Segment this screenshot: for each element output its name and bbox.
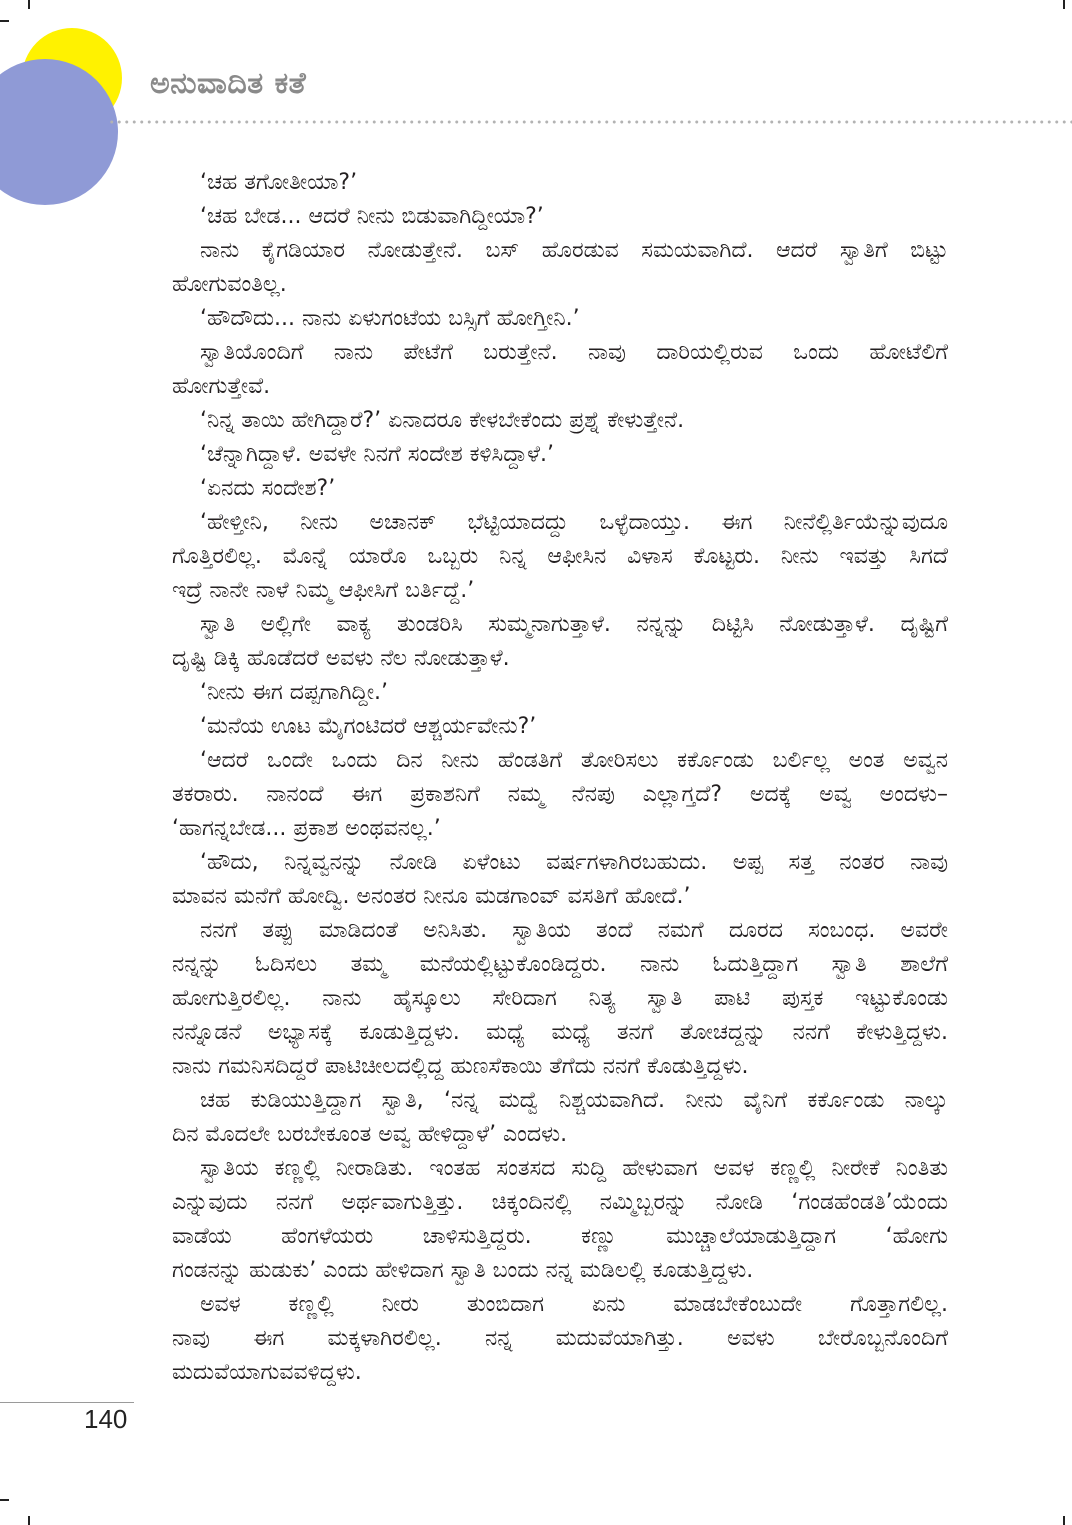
header-divider [108, 120, 1072, 124]
text-line: ಸ್ವಾತಿಯ ಕಣ್ಣಲ್ಲಿ ನೀರಾಡಿತು. ಇಂತಹ ಸಂತಸದ ಸುದ್ದಿ ಹೇಳುವಾಗ ಅವಳ ಕಣ್ಣಲ್ಲಿ ನೀರೇಕೆ ನಿಂತಿತು [200, 1156, 948, 1181]
text-line: ಚಹ ಕುಡಿಯುತ್ತಿದ್ದಾಗ ಸ್ವಾತಿ, ‘ನನ್ನ ಮದ್ವೆ ನಿಶ್ಚಯವಾಗಿದೆ. ನೀನು ವೈನಿಗೆ ಕರ್ಕೊಂಡು ನಾಲ್ಕು [200, 1088, 948, 1113]
text-line: ನಾವು ಈಗ ಮಕ್ಕಳಾಗಿರಲಿಲ್ಲ. ನನ್ನ ಮದುವೆಯಾಗಿತ್ತು. ಅವಳು ಬೇರೊಬ್ಬನೊಂದಿಗೆ [172, 1326, 948, 1351]
text-line: ‘ಚಹ ಬೇಡ... ಆದರೆ ನೀನು ಬಿಡುವಾಗಿದ್ದೀಯಾ?’ [200, 204, 544, 229]
text-line: ಹೋಗುತ್ತೇವೆ. [172, 374, 271, 399]
text-line: ‘ಆದರೆ ಒಂದೇ ಒಂದು ದಿನ ನೀನು ಹೆಂಡತಿಗೆ ತೋರಿಸಲು ಕರ್ಕೊಂಡು ಬರ್ಲಿಲ್ಲ ಅಂತ ಅವ್ವನ [200, 748, 948, 773]
footer-divider [0, 1402, 134, 1403]
paragraph [172, 1084, 948, 1152]
paragraph [172, 676, 948, 710]
text-line: ಸ್ವಾತಿಯೊಂದಿಗೆ ನಾನು ಪೇಟೆಗೆ ಬರುತ್ತೇನೆ. ನಾವು ದಾರಿಯಲ್ಲಿರುವ ಒಂದು ಹೋಟೆಲಿಗೆ [200, 340, 948, 365]
page-number: 140 [84, 1404, 128, 1434]
text-line: ಗಂಡನನ್ನು ಹುಡುಕು’ ಎಂದು ಹೇಳಿದಾಗ ಸ್ವಾತಿ ಬಂದು ನನ್ನ ಮಡಿಲಲ್ಲಿ ಕೂಡುತ್ತಿದ್ದಳು. [172, 1258, 754, 1283]
paragraph [172, 472, 948, 506]
crop-mark [0, 20, 9, 22]
crop-mark [28, 0, 30, 9]
paragraph [172, 438, 948, 472]
text-line: ‘ಮನೆಯ ಊಟ ಮೈಗಂಟಿದರೆ ಆಶ್ಚರ್ಯವೇನು?’ [200, 714, 537, 739]
text-line: ಮದುವೆಯಾಗುವವಳಿದ್ದಳು. [172, 1360, 362, 1385]
text-line: ‘ಹಾಗನ್ನಬೇಡ... ಪ್ರಕಾಶ ಅಂಥವನಲ್ಲ.’ [172, 816, 441, 841]
text-line: ಹೋಗುವಂತಿಲ್ಲ. [172, 272, 287, 297]
paragraph [172, 234, 948, 302]
text-line: ‘ಹೌದು, ನಿನ್ನವ್ವನನ್ನು ನೋಡಿ ಏಳೆಂಟು ವರ್ಷಗಳಾಗಿರಬಹುದು. ಅಪ್ಪ ಸತ್ತ ನಂತರ ನಾವು [200, 850, 948, 875]
text-line: ಅವಳ ಕಣ್ಣಲ್ಲಿ ನೀರು ತುಂಬಿದಾಗ ಏನು ಮಾಡಬೇಕೆಂಬುದೇ ಗೊತ್ತಾಗಲಿಲ್ಲ. [200, 1292, 948, 1317]
crop-mark [28, 1516, 30, 1525]
paragraph [172, 846, 948, 914]
text-line: ಸ್ವಾತಿ ಅಲ್ಲಿಗೇ ವಾಕ್ಯ ತುಂಡರಿಸಿ ಸುಮ್ಮನಾಗುತ್ತಾಳೆ. ನನ್ನನ್ನು ದಿಟ್ಟಿಸಿ ನೋಡುತ್ತಾಳೆ. ದೃಷ್ಟಿಗೆ [200, 612, 948, 637]
text-line: ‘ಏನದು ಸಂದೇಶ?’ [200, 476, 336, 501]
paragraph [172, 302, 948, 336]
text-line: ‘ಹೇಳ್ತೀನಿ, ನೀನು ಅಚಾನಕ್ ಭೆಟ್ಟಿಯಾದದ್ದು ಒಳ್ಳೆದಾಯ್ತು. ಈಗ ನೀನೆಲ್ಲಿರ್ತಿಯೆನ್ನುವುದೂ [200, 510, 948, 535]
paragraph [172, 608, 948, 676]
text-line: ನನಗೆ ತಪ್ಪು ಮಾಡಿದಂತೆ ಅನಿಸಿತು. ಸ್ವಾತಿಯ ತಂದೆ ನಮಗೆ ದೂರದ ಸಂಬಂಧ. ಅವರೇ [200, 918, 948, 943]
paragraph [172, 166, 948, 200]
text-line: ಹೋಗುತ್ತಿರಲಿಲ್ಲ. ನಾನು ಹೈಸ್ಕೂಲು ಸೇರಿದಾಗ ನಿತ್ಯ ಸ್ವಾತಿ ಪಾಟಿ ಪುಸ್ತಕ ಇಟ್ಟುಕೊಂಡು [172, 986, 948, 1011]
text-line: ‘ನಿನ್ನ ತಾಯಿ ಹೇಗಿದ್ದಾರೆ?’ ಏನಾದರೂ ಕೇಳಬೇಕೆಂದು ಪ್ರಶ್ನೆ ಕೇಳುತ್ತೇನೆ. [200, 408, 685, 433]
text-line: ‘ನೀನು ಈಗ ದಪ್ಪಗಾಗಿದ್ದೀ.’ [200, 680, 389, 705]
text-line: ‘ಚೆನ್ನಾಗಿದ್ದಾಳೆ. ಅವಳೇ ನಿನಗೆ ಸಂದೇಶ ಕಳಿಸಿದ್ದಾಳೆ.’ [200, 442, 554, 467]
paragraph [172, 1288, 948, 1390]
crop-mark [0, 1499, 9, 1501]
text-line: ನಾನು ಕೈಗಡಿಯಾರ ನೋಡುತ್ತೇನೆ. ಬಸ್ ಹೊರಡುವ ಸಮಯವಾಗಿದೆ. ಆದರೆ ಸ್ವಾತಿಗೆ ಬಿಟ್ಟು [200, 238, 948, 263]
text-line: ತಕರಾರು. ನಾನಂದೆ ಈಗ ಪ್ರಕಾಶನಿಗೆ ನಮ್ಮ ನೆನಪು ಎಲ್ಲಾಗ್ತದೆ? ಅದಕ್ಕೆ ಅವ್ವ ಅಂದಳು– [172, 782, 948, 807]
text-line: ಮಾವನ ಮನೆಗೆ ಹೋದ್ವಿ. ಅನಂತರ ನೀನೂ ಮಡಗಾಂವ್ ವಸತಿಗೆ ಹೋದೆ.’ [172, 884, 691, 909]
text-line: ಇದ್ರೆ ನಾನೇ ನಾಳೆ ನಿಮ್ಮ ಆಫೀಸಿಗೆ ಬರ್ತಿದ್ದೆ.’ [172, 578, 475, 603]
text-line: ‘ಚಹ ತಗೋತೀಯಾ?’ [200, 170, 358, 195]
crop-mark [1063, 1516, 1065, 1525]
paragraph [172, 506, 948, 608]
paragraph [172, 404, 948, 438]
paragraph [172, 914, 948, 1084]
paragraph [172, 1152, 948, 1288]
text-line: ದಿನ ಮೊದಲೇ ಬರಬೇಕೂಂತ ಅವ್ವ ಹೇಳಿದ್ದಾಳೆ’ ಎಂದಳು. [172, 1122, 568, 1147]
paragraph [172, 710, 948, 744]
text-line: ನನ್ನೊಡನೆ ಅಭ್ಯಾಸಕ್ಕೆ ಕೂಡುತ್ತಿದ್ದಳು. ಮಧ್ಯೆ ಮಧ್ಯೆ ತನಗೆ ತೋಚದ್ದನ್ನು ನನಗೆ ಕೇಳುತ್ತಿದ್ದಳು. [172, 1020, 948, 1045]
text-line: ಗೊತ್ತಿರಲಿಲ್ಲ. ಮೊನ್ನೆ ಯಾರೊ ಒಬ್ಬರು ನಿನ್ನ ಆಫೀಸಿನ ವಿಳಾಸ ಕೊಟ್ಟರು. ನೀನು ಇವತ್ತು ಸಿಗದೆ [172, 544, 948, 569]
crop-mark [1063, 0, 1065, 9]
paragraph [172, 744, 948, 846]
text-line: ‘ಹೌದೌದು... ನಾನು ಏಳುಗಂಟೆಯ ಬಸ್ಸಿಗೆ ಹೋಗ್ತೀನಿ.’ [200, 306, 580, 331]
paragraph [172, 336, 948, 404]
text-line: ನಾನು ಗಮನಿಸದಿದ್ದರೆ ಪಾಟಿಚೀಲದಲ್ಲಿದ್ದ ಹುಣಸೆಕಾಯಿ ತೆಗೆದು ನನಗೆ ಕೊಡುತ್ತಿದ್ದಳು. [172, 1054, 749, 1079]
paragraph [172, 200, 948, 234]
text-line: ದೃಷ್ಟಿ ಡಿಕ್ಕಿ ಹೊಡೆದರೆ ಅವಳು ನೆಲ ನೋಡುತ್ತಾಳೆ. [172, 646, 510, 671]
text-line: ನನ್ನನ್ನು ಓದಿಸಲು ತಮ್ಮ ಮನೆಯಲ್ಲಿಟ್ಟುಕೊಂಡಿದ್ದರು. ನಾನು ಓದುತ್ತಿದ್ದಾಗ ಸ್ವಾತಿ ಶಾಲೆಗೆ [172, 952, 948, 977]
text-line: ವಾಡೆಯ ಹೆಂಗಳೆಯರು ಚಾಳಿಸುತ್ತಿದ್ದರು. ಕಣ್ಣು ಮುಚ್ಚಾಲೆಯಾಡುತ್ತಿದ್ದಾಗ ‘ಹೋಗು [172, 1224, 948, 1249]
story-body [172, 166, 948, 1390]
text-line: ಎನ್ನುವುದು ನನಗೆ ಅರ್ಥವಾಗುತ್ತಿತ್ತು. ಚಿಕ್ಕಂದಿನಲ್ಲಿ ನಮ್ಮಿಬ್ಬರನ್ನು ನೋಡಿ ‘ಗಂಡಹೆಂಡತಿ’ಯೆಂದು [172, 1190, 948, 1215]
section-title: ಅನುವಾದಿತ ಕತೆ [150, 66, 307, 101]
